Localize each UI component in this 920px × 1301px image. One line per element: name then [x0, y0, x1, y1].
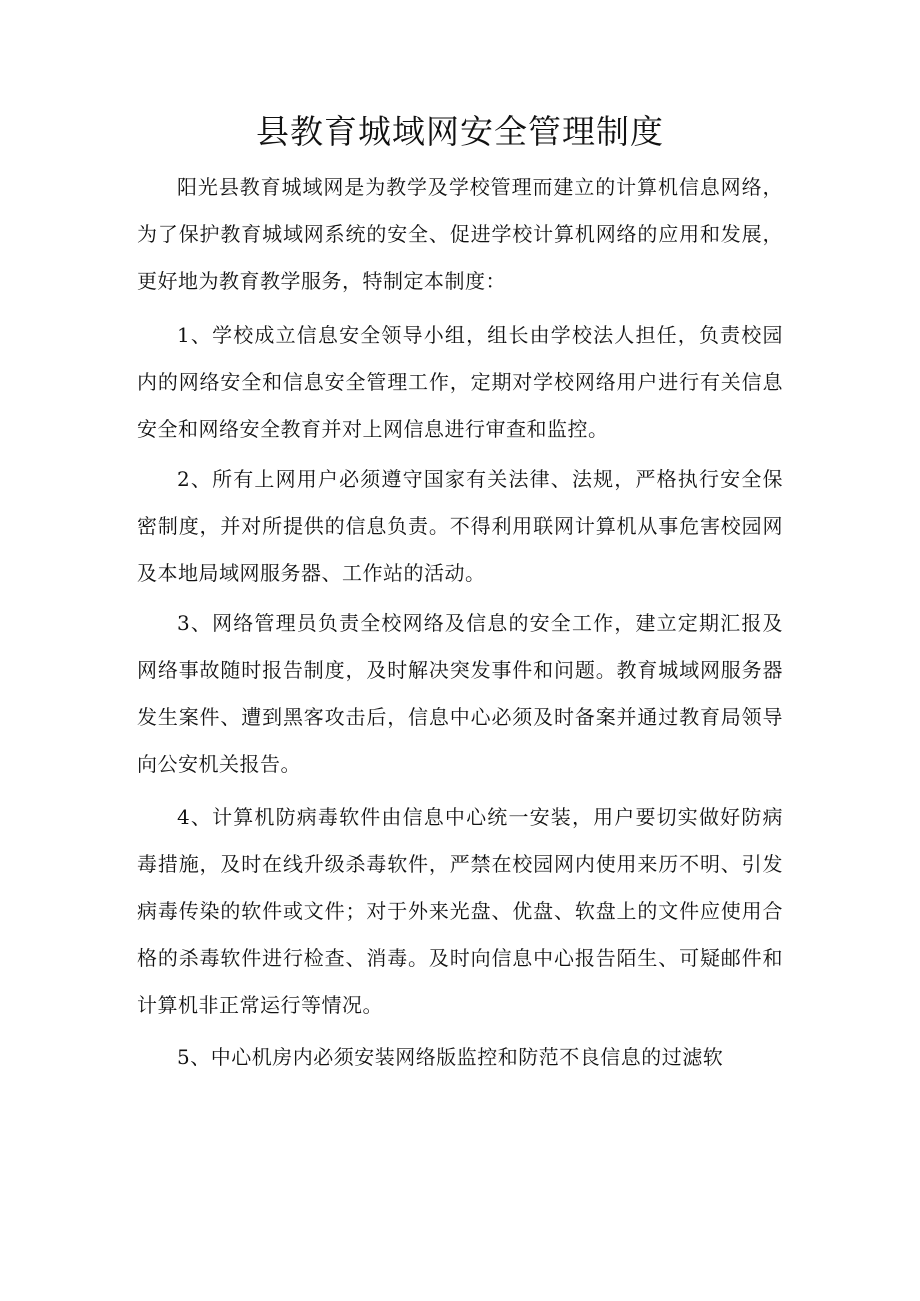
- rule-paragraph-5: 5、中心机房内必须安装网络版监控和防范不良信息的过滤软: [177, 1045, 724, 1069]
- document-title: 县教育城域网安全管理制度: [256, 112, 664, 151]
- rule-paragraph-2: 2、所有上网用户必须遵守国家有关法律、法规，严格执行安全保密制度，并对所提供的信息负责。不得利用联网计算机从事危害校园网及本地局域网服务器、工作站的活动。: [137, 467, 783, 585]
- intro-paragraph: 阳光县教育城域网是为教学及学校管理而建立的计算机信息网络，为了保护教育城域网系统的安全、促进学校计算机网络的应用和发展，更好地为教育教学服务，特制定本制度：: [137, 175, 783, 293]
- rule-paragraph-1: 1、学校成立信息安全领导小组，组长由学校法人担任，负责校园内的网络安全和信息安全管理工作，定期对学校网络用户进行有关信息安全和网络安全教育并对上网信息进行审查和监控。: [137, 323, 783, 441]
- rule-paragraph-3: 3、网络管理员负责全校网络及信息的安全工作，建立定期汇报及网络事故随时报告制度，及时解决突发事件和问题。教育城域网服务器发生案件、遭到黑客攻击后，信息中心必须及时备案并通过教育局领导向公安机关报告。: [137, 611, 783, 776]
- rule-paragraph-4: 4、计算机防病毒软件由信息中心统一安装，用户要切实做好防病毒措施，及时在线升级杀毒软件，严禁在校园网内使用来历不明、引发病毒传染的软件或文件；对于外来光盘、优盘、软盘上的文件应使用合格的杀毒软件进行检查、消毒。及时向信息中心报告陌生、可疑邮件和计算机非正常运行等情况。: [137, 805, 783, 1017]
